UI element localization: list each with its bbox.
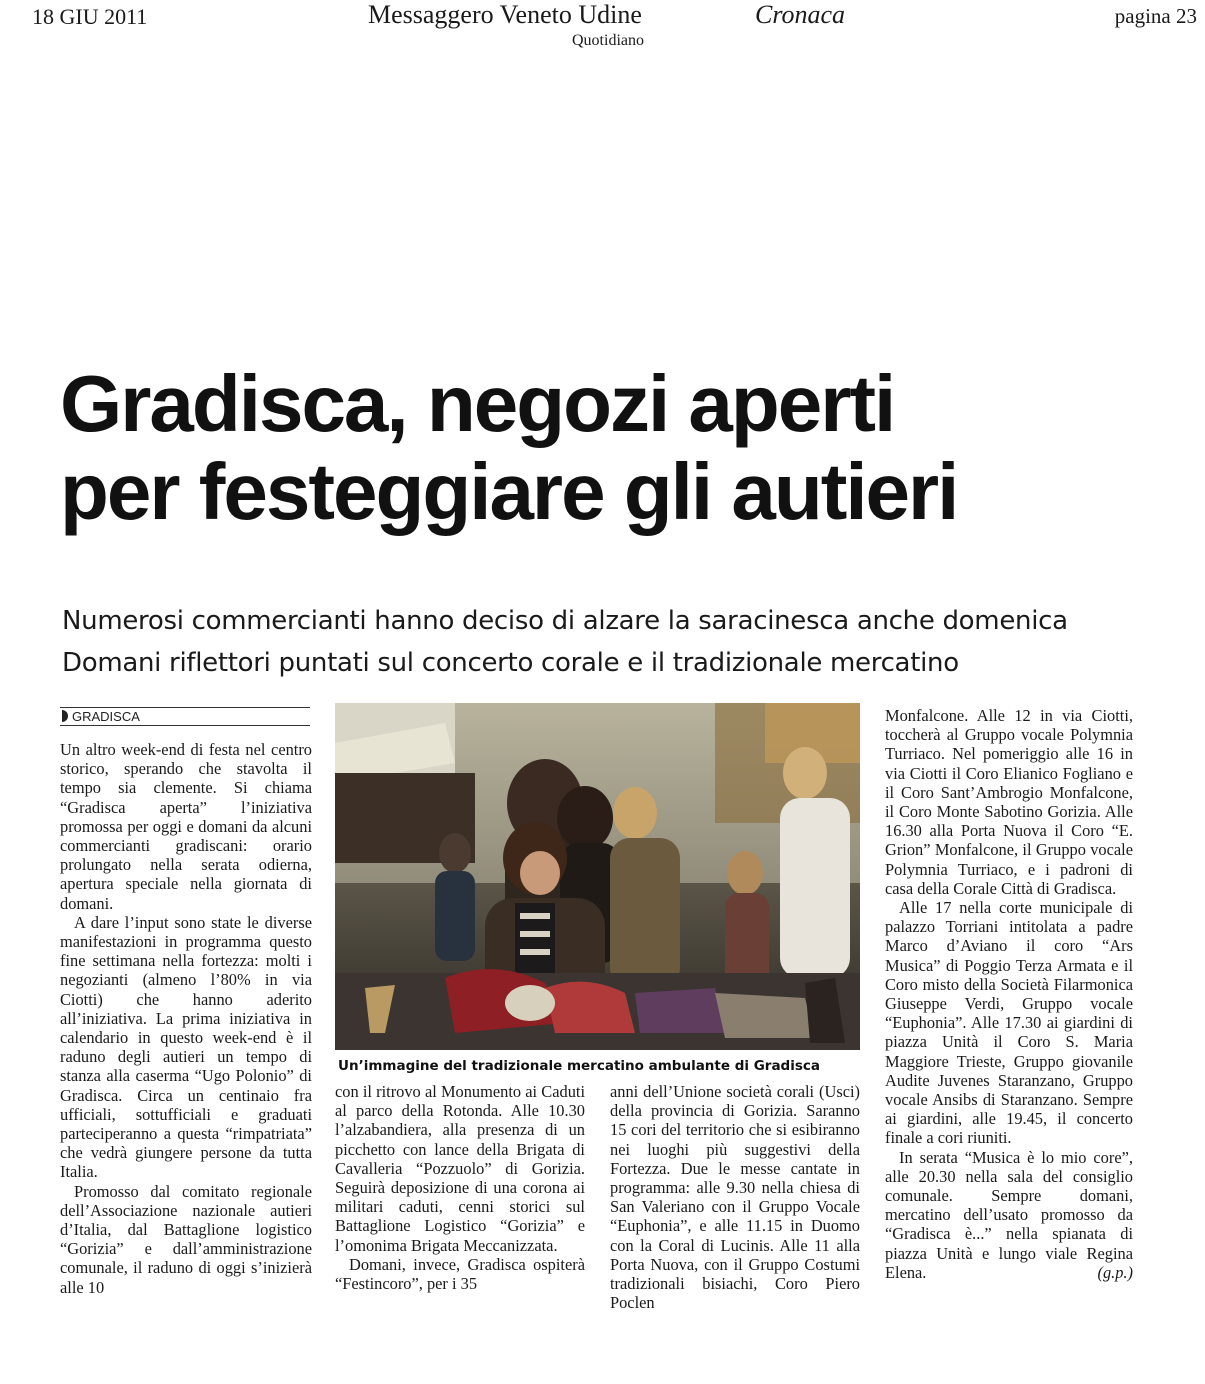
paragraph: Alle 17 nella corte municipale di palazzo Torriani intitolata a padre Marco d’Aviano il coro “Ars Musica” di Poggio Terza Armata e il Coro misto della Società Filarmonica Giuseppe Verdi, Gruppo vocale “Euphonia”. Alle 17.30 ai giardini di piazza Unità il Coro S. Maria Maggiore Trieste, Gruppo giovanile Audite Juvenes Staranzano, Gruppo vocale Ansibs di Staranzano. Sempre ai giardini, alle 19.45, il concerto finale a cori riuniti.: [885, 898, 1133, 1148]
page-header: [0, 0, 1205, 60]
headline: [60, 360, 1180, 536]
market-photo-image: [335, 703, 860, 1050]
paragraph: con il ritrovo al Monumento ai Caduti al parco della Rotonda. Alle 10.30 l’alzabandiera, alla presenza di un picchetto con lance della Brigata di Cavalleria “Pozzuolo” di Gorizia. Seguirà deposizione di una corona ai militari caduti, cenni storici sul Battaglione Logistico “Gorizia” e l’omonima Brigata Meccanizzata.: [335, 1082, 585, 1255]
paragraph: A dare l’input sono state le diverse manifestazioni in programma questo fine settimana nella fortezza: molti i negozianti (almeno l’80% in via Ciotti) che hanno aderito all’iniziativa. La prima iniziativa in calendario in questo week-end è il raduno degli autieri un tempo di stanza alla caserma “Ugo Polonio” di Gradisca. Circa un centinaio fra ufficiali, sottufficiali e graduati parteciperanno a questa “rimpatriata” che vedrà giungere persone da tutta Italia.: [60, 912, 312, 1182]
paragraph: Domani, invece, Gradisca ospiterà “Festincoro”, per i 35: [335, 1254, 585, 1294]
paragraph: [885, 1148, 1133, 1282]
kicker-label: GRADISCA: [72, 709, 140, 724]
headline-line-1: Gradisca, negozi aperti: [60, 359, 895, 448]
section-name: Cronaca: [755, 0, 846, 29]
photo-caption: Un’immagine del tradizionale mercatino ambulante di Gradisca: [338, 1058, 820, 1074]
newspaper-name: Messaggero Veneto Udine: [368, 0, 642, 29]
publication-date: 18 GIU 2011: [32, 4, 148, 29]
paragraph: Monfalcone. Alle 12 in via Ciotti, toccherà al Gruppo vocale Polymnia Turriaco. Nel pomeriggio alle 16 in via Ciotti il Coro Elianico Fogliano e il Coro Sant’Ambrogio Monfalcone, il Coro Monte Sabotino Gorizia. Alle 16.30 alla Porta Nuova il Coro “E. Grion” Monfalcone, il Gruppo vocale Polymnia Turriaco, e i padroni di casa della Corale Città di Gradisca.: [885, 706, 1133, 898]
article-column-4: [885, 706, 1133, 1282]
subheadline-line-2: Domani riflettori puntati sul concerto corale e il tradizionale mercatino: [62, 648, 959, 678]
kicker: [60, 707, 310, 726]
paragraph: Un altro week-end di festa nel centro storico, sperando che stavolta il tempo sia clemente. Si chiama “Gradisca aperta” l’iniziativa promossa per oggi e domani da alcuni commercianti gradiscani: orario prolungato nella serata odierna, apertura speciale nella giornata di domani.: [60, 740, 312, 913]
paragraph-text: In serata “Musica è lo mio core”, alle 20.30 nella sala del consiglio comunale. Sempre domani, mercatino dell’usato promosso da “Gradisca è...” nella spianata di piazza Unità e lungo viale Regina Elena.: [885, 1147, 1133, 1282]
page-number: pagina 23: [1114, 4, 1197, 28]
article-column-1: [60, 740, 312, 1297]
paragraph: anni dell’Unione società corali (Usci) della provincia di Gorizia. Saranno 15 cori del territorio che si esibiranno nei luoghi più suggestivi della Fortezza. Due le messe cantate in programma: alle 9.30 nella chiesa di San Valeriano con il Gruppo Vocale “Euphonia”, e alle 11.15 in Duomo con la Coral di Lucinis. Alle 11 alla Porta Nuova, con il Gruppo Costumi tradizionali bisiachi, Coro Piero Poclen: [610, 1082, 860, 1313]
article-column-2: [335, 1082, 585, 1293]
paragraph: Promosso dal comitato regionale dell’Associazione nazionale autieri d’Italia, dal Battaglione logistico “Gorizia” e dall’amministrazione comunale, il raduno di oggi s’inizierà alle 10: [60, 1181, 312, 1297]
subheadline: [62, 600, 1182, 684]
market-photo: [335, 703, 860, 1050]
kicker-marker-icon: [62, 710, 68, 722]
publication-kind: Quotidiano: [572, 32, 644, 49]
headline-line-2: per festeggiare gli autieri: [60, 447, 958, 536]
article-column-3: [610, 1082, 860, 1312]
author-signature: (g.p.): [1097, 1262, 1133, 1282]
subheadline-line-1: Numerosi commercianti hanno deciso di alzare la saracinesca anche domenica: [62, 606, 1068, 636]
